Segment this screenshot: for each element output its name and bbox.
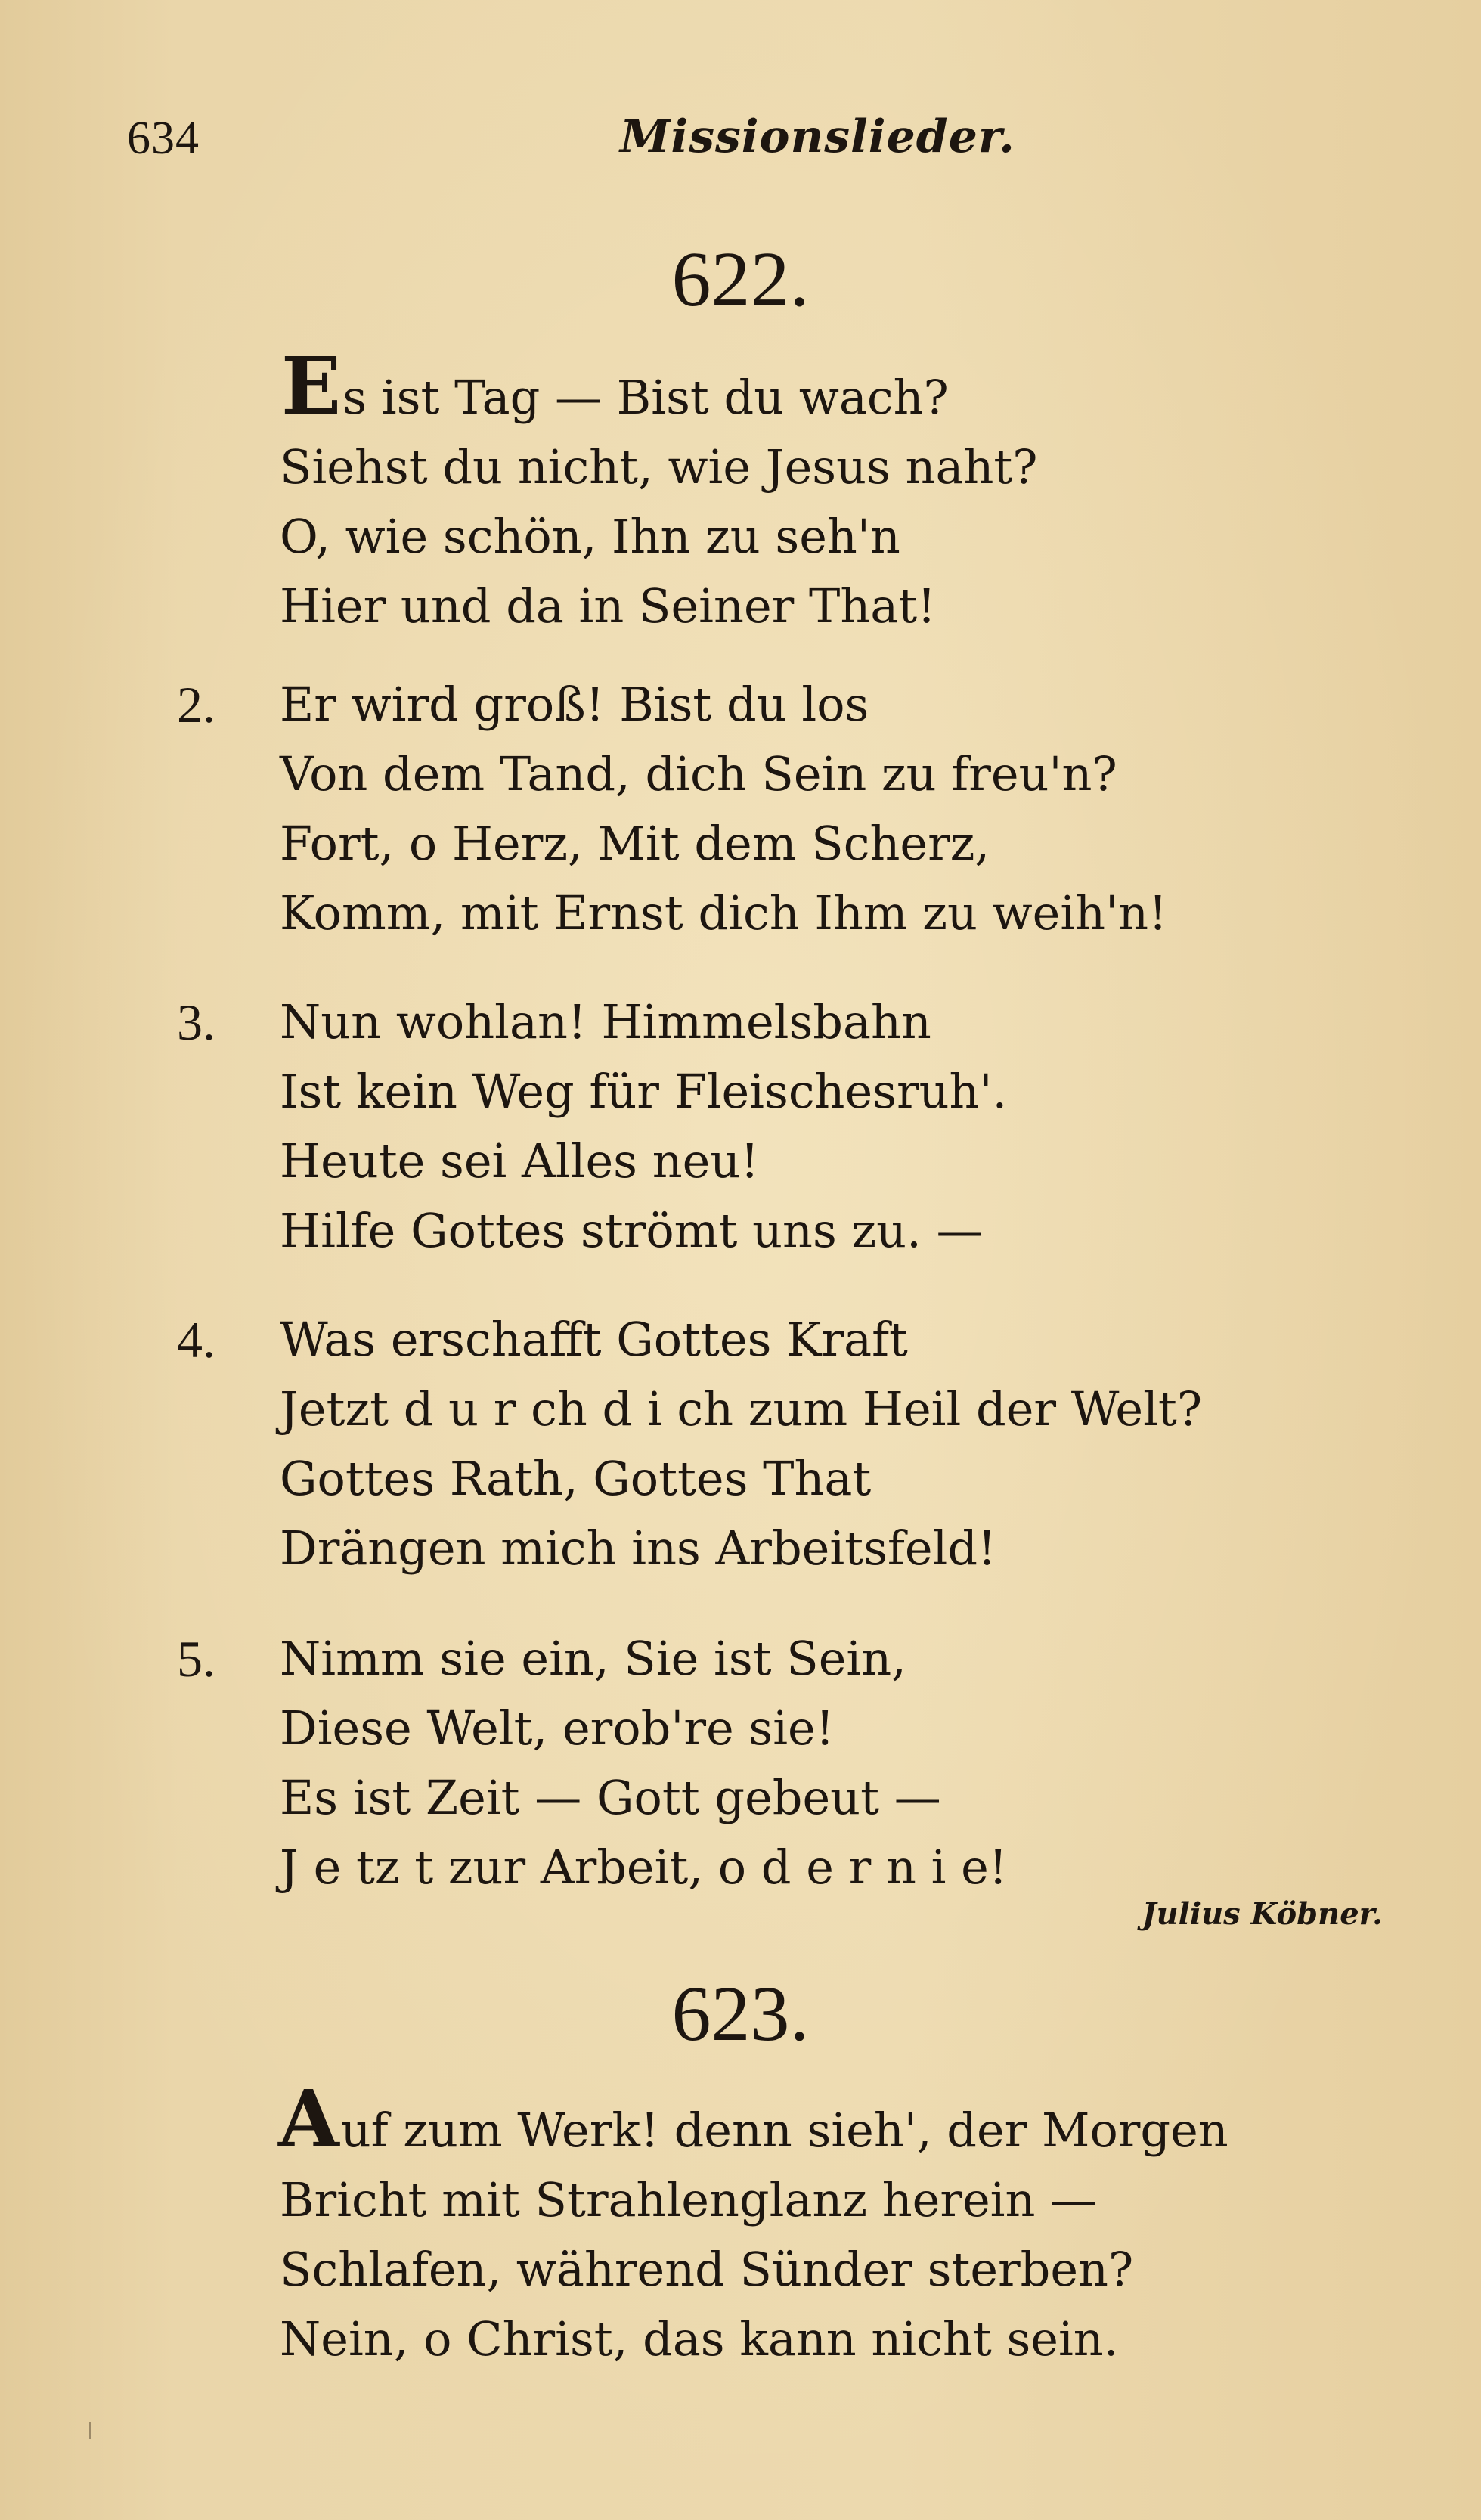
verse-line: Nun wohlan! Himmelsbahn (280, 994, 931, 1049)
verse-line (278, 2072, 1228, 2167)
verse-line: Bricht mit Strahlenglanz herein — (280, 2172, 1098, 2227)
verse-line: Es ist Zeit — Gott gebeut — (280, 1770, 941, 1825)
verse-line: Er wird groß! Bist du los (280, 677, 869, 732)
verse-line: J e tz t zur Arbeit, o d e r n i e! (280, 1840, 1008, 1895)
drop-cap: E (281, 339, 342, 432)
page-number: 634 (127, 113, 200, 164)
running-title: Missionslieder. (620, 110, 1015, 163)
verse-line: Nein, o Christ, das kann nicht sein. (280, 2311, 1119, 2367)
drop-cap: A (278, 2072, 339, 2165)
verse-line: O, wie schön, Ihn zu seh'n (280, 509, 900, 564)
verse-line: Hier und da in Seiner That! (280, 578, 937, 634)
verse-line-text: s ist Tag — Bist du wach? (342, 370, 949, 425)
hymn-author: Julius Köbner. (1142, 1896, 1383, 1932)
verse-line (281, 339, 949, 434)
verse-line: Jetzt d u r ch d i ch zum Heil der Welt? (280, 1381, 1203, 1437)
paper-speck (89, 2422, 91, 2439)
verse-line: Was erschafft Gottes Kraft (280, 1312, 908, 1367)
verse-line: Heute sei Alles neu! (280, 1133, 760, 1189)
verse-line: Gottes Rath, Gottes That (280, 1451, 872, 1506)
hymn-number: 623. (671, 1970, 810, 2057)
verse-line: Hilfe Gottes strömt uns zu. — (280, 1203, 984, 1258)
stanza-number: 3. (177, 993, 215, 1051)
verse-line: Drängen mich ins Arbeitsfeld! (280, 1520, 996, 1576)
verse-line: Komm, mit Ernst dich Ihm zu weih'n! (280, 885, 1168, 941)
hymn-number: 622. (671, 236, 810, 323)
stanza-number: 4. (177, 1311, 215, 1368)
verse-line: Ist kein Weg für Fleischesruh'. (280, 1064, 1008, 1119)
verse-line: Siehst du nicht, wie Jesus naht? (280, 439, 1038, 494)
stanza-number: 2. (177, 676, 215, 733)
verse-line-text: uf zum Werk! denn sieh', der Morgen (340, 2103, 1228, 2158)
verse-line: Nimm sie ein, Sie ist Sein, (280, 1631, 906, 1686)
verse-line: Schlafen, während Sünder sterben? (280, 2242, 1134, 2297)
stanza-number: 5. (177, 1630, 215, 1688)
verse-line: Fort, o Herz, Mit dem Scherz, (280, 816, 990, 871)
verse-line: Von dem Tand, dich Sein zu freu'n? (280, 746, 1117, 801)
verse-line: Diese Welt, erob're sie! (280, 1700, 835, 1756)
